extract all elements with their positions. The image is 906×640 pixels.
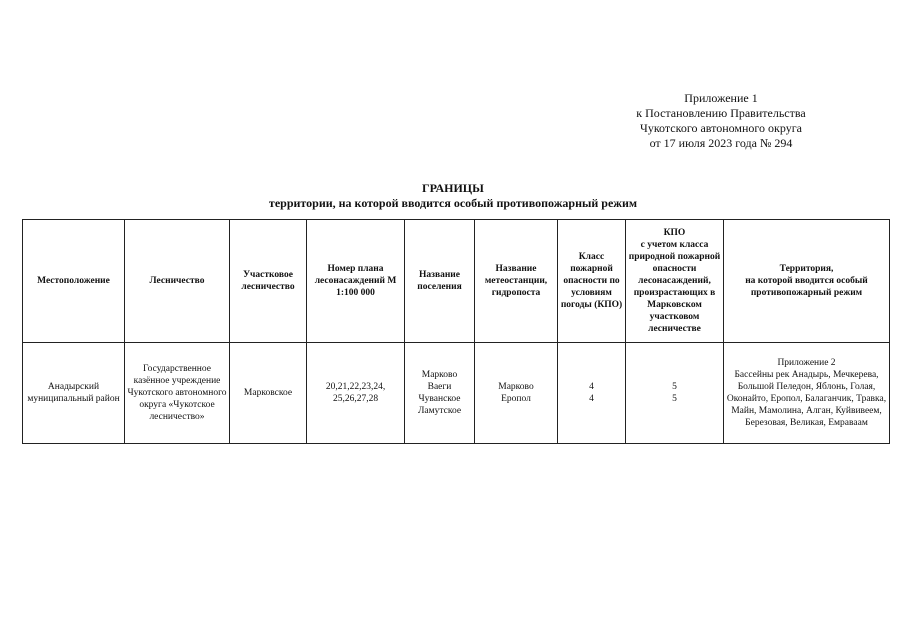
cell-location: Анадырский муниципальный район xyxy=(23,343,125,444)
header-kpo-adjusted: КПО с учетом класса природной пожарной опасности лесонасаждений, произрастающих в Марковском участковом лесничестве xyxy=(626,220,724,343)
header-location: Местоположение xyxy=(23,220,125,343)
header-kpo: Класс пожарной опасности по условиям погоды (КПО) xyxy=(558,220,626,343)
document-title xyxy=(0,181,906,211)
header-weather-station: Название метеостанции, гидропоста xyxy=(475,220,558,343)
cell-district: Марковское xyxy=(230,343,307,444)
annex-line-4: от 17 июля 2023 года № 294 xyxy=(649,136,793,150)
header-forestry: Лесничество xyxy=(125,220,230,343)
annex-line-2: к Постановлению Правительства xyxy=(636,106,806,120)
header-plan-number: Номер плана лесонасаждений М 1:100 000 xyxy=(307,220,405,343)
header-territory: Территория, на которой вводится особый противопожарный режим xyxy=(724,220,890,343)
table-header-row xyxy=(23,220,890,343)
table-row xyxy=(23,343,890,444)
cell-forestry: Государственное казённое учреждение Чукотского автономного округа «Чукотское лесничество» xyxy=(125,343,230,444)
cell-territory: Приложение 2 Бассейны рек Анадырь, Мечкерева, Большой Пеледон, Яблонь, Голая, Оконайто, Еропол, Балаганчик, Травка, Майн, Мамолина, Алган, Куйвивеем, Березовая, Великая, Емраваам xyxy=(724,343,890,444)
annex-line-3: Чукотского автономного округа xyxy=(640,121,802,135)
cell-plan-numbers: 20,21,22,23,24, 25,26,27,28 xyxy=(307,343,405,444)
cell-kpo: 4 4 xyxy=(558,343,626,444)
annex-block xyxy=(606,91,836,151)
title-main: ГРАНИЦЫ xyxy=(422,181,484,195)
cell-kpo-adjusted: 5 5 xyxy=(626,343,724,444)
title-subtitle: территории, на которой вводится особый противопожарный режим xyxy=(268,196,638,210)
header-district-forestry: Участковое лесничество xyxy=(230,220,307,343)
annex-line-1: Приложение 1 xyxy=(684,91,758,105)
header-settlement: Название поселения xyxy=(405,220,475,343)
boundaries-table xyxy=(22,219,890,444)
cell-stations: Марково Еропол xyxy=(475,343,558,444)
cell-settlements: Марково Ваеги Чуванское Ламутское xyxy=(405,343,475,444)
